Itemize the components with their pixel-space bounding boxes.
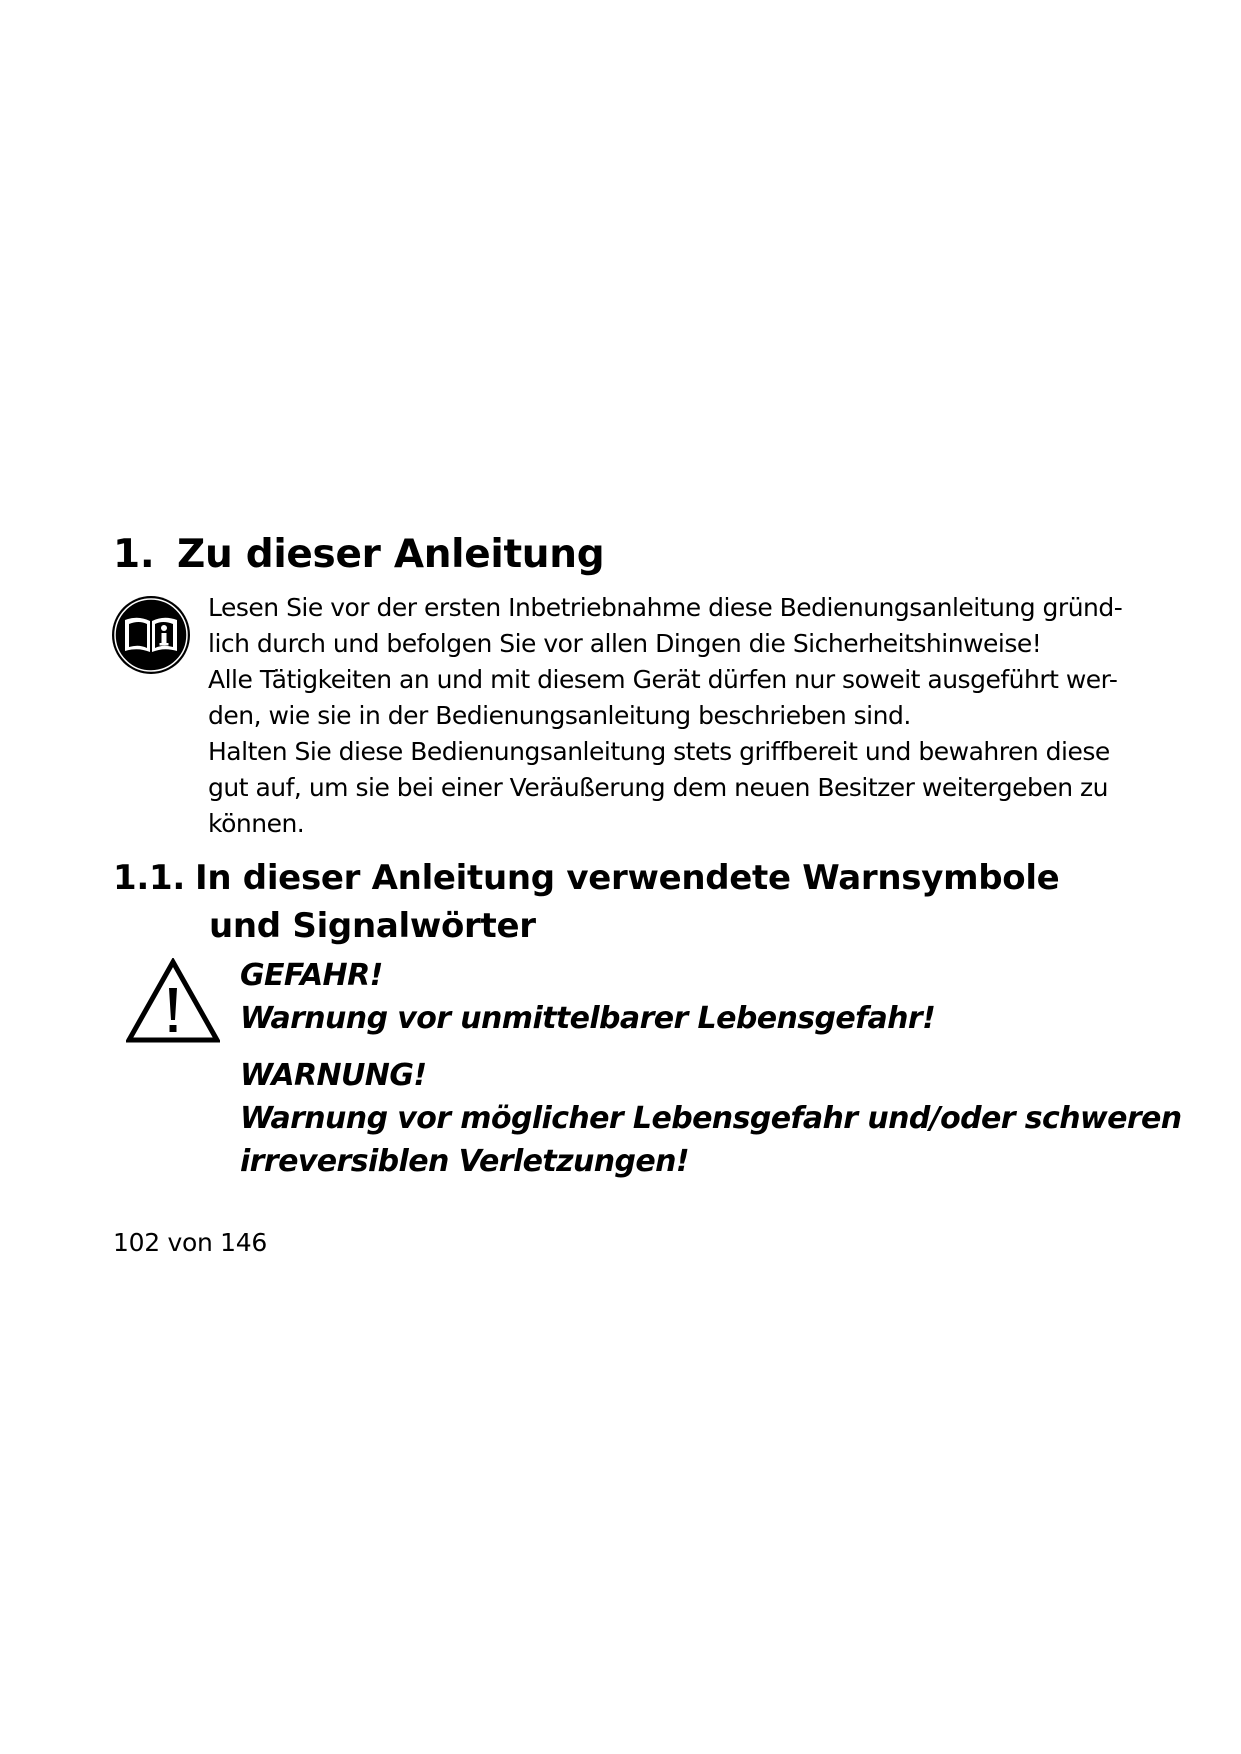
intro-line: Halten Sie diese Bedienungsanleitung stets griffbereit und bewahren diese — [208, 737, 1110, 766]
intro-line: gut auf, um sie bei einer Veräußerung dem neuen Besitzer weitergeben zu — [208, 773, 1108, 802]
section-1-1-title-line2: und Signalwörter — [209, 906, 536, 946]
signal-text-gefahr: Warnung vor unmittelbarer Lebensgefahr! — [240, 1001, 936, 1036]
signal-text-warnung-line2: irreversiblen Verletzungen! — [240, 1144, 689, 1179]
intro-line: den, wie sie in der Bedienungsanleitung beschrieben sind. — [208, 701, 911, 730]
section-1-1-number: 1.1. — [113, 858, 185, 898]
intro-line: lich durch und befolgen Sie vor allen Dingen die Sicherheitshinweise! — [208, 629, 1042, 658]
signal-word-gefahr: GEFAHR! — [240, 958, 383, 993]
section-1-1-heading — [113, 854, 1059, 950]
section-1-1-title-line1: In dieser Anleitung verwendete Warnsymbole — [195, 858, 1060, 898]
signal-text-warnung-line1: Warnung vor möglicher Lebensgefahr und/oder schweren — [240, 1101, 1182, 1136]
section-1-number: 1. — [113, 532, 155, 577]
info-book-icon — [110, 594, 192, 676]
intro-line: können. — [208, 809, 305, 838]
section-1-heading — [113, 532, 604, 577]
intro-line: Alle Tätigkeiten an und mit diesem Gerät dürfen nur soweit ausgeführt wer- — [208, 665, 1118, 694]
signal-warnung — [240, 1054, 1182, 1183]
section-1-title: Zu dieser Anleitung — [177, 532, 605, 577]
intro-text — [208, 591, 1123, 843]
signal-word-warnung: WARNUNG! — [240, 1058, 427, 1093]
intro-line: Lesen Sie vor der ersten Inbetriebnahme diese Bedienungsanleitung gründ- — [208, 593, 1123, 622]
warning-triangle-icon — [126, 958, 220, 1044]
page-number: 102 von 146 — [113, 1228, 267, 1257]
signal-gefahr — [240, 954, 935, 1040]
